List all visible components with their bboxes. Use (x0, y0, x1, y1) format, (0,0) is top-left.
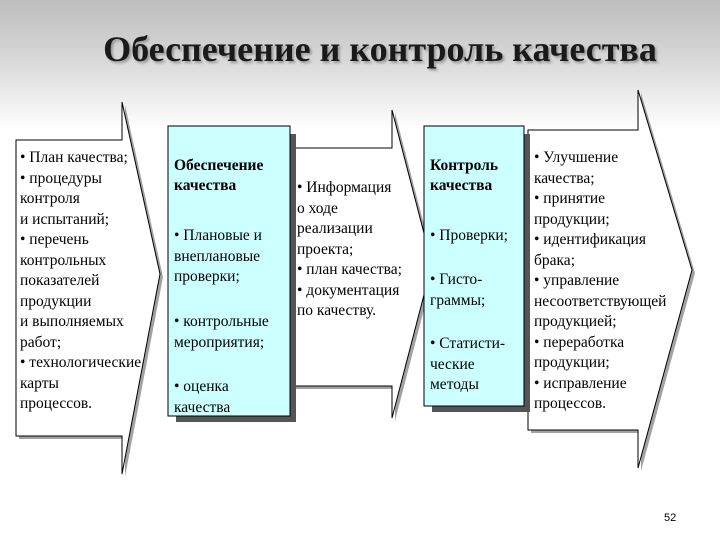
control-item-line: • Проверки; (430, 227, 508, 244)
information-line: о ходе (297, 199, 338, 217)
output-line: • исправление (534, 374, 627, 392)
output-line: • Улучшение (534, 149, 619, 166)
information-line: • Информация (297, 179, 392, 196)
outputs-list (534, 148, 666, 415)
output-line: процессов. (534, 395, 607, 412)
information-line: • план качества; (297, 261, 402, 278)
input-line: контроля (20, 190, 80, 207)
control-item (430, 226, 508, 247)
output-line: • переработка (534, 333, 625, 351)
output-line: продукцией; (534, 313, 617, 330)
control-item-line: граммы; (430, 291, 486, 309)
assurance-item-line: • оценка (174, 378, 229, 395)
information-line: реализации (297, 220, 373, 237)
input-line: работ; (20, 333, 62, 351)
control-heading-line: Контроль (430, 157, 499, 174)
output-line: продукции; (534, 354, 610, 371)
control-heading (430, 156, 498, 196)
assurance-heading (174, 156, 263, 196)
information-line: • документация (297, 281, 400, 299)
assurance-heading-line: Обеспечение (174, 157, 264, 174)
input-line: контрольных (20, 251, 107, 269)
input-line: и испытаний; (20, 210, 110, 228)
control-item-line: ческие (430, 355, 475, 373)
input-line: и выполняемых (20, 313, 124, 330)
input-line: процессов. (20, 395, 93, 412)
input-line: • технологические (20, 354, 142, 371)
assurance-heading-line: качества (174, 177, 237, 194)
input-line: продукции (20, 292, 92, 310)
assurance-item (174, 226, 262, 288)
assurance-item-line: мероприятия; (174, 333, 265, 351)
assurance-item (174, 312, 269, 353)
information-list (297, 178, 402, 322)
input-line: карты (20, 374, 59, 392)
assurance-item (174, 377, 230, 418)
page-number: 52 (664, 512, 677, 524)
output-line: качества; (534, 169, 595, 187)
assurance-item-line: качества (174, 398, 231, 416)
input-line: • перечень (20, 231, 89, 248)
slide-title: Обеспечение и контроль качества (103, 29, 657, 69)
control-item (430, 334, 505, 396)
input-line: • процедуры (20, 169, 102, 187)
output-line: несоответствующей (534, 292, 667, 310)
control-item-line: методы (430, 376, 479, 393)
information-line: проекта; (297, 240, 354, 258)
assurance-item-line: • контрольные (174, 313, 269, 330)
control-item-line: • Гисто- (430, 271, 483, 288)
inputs-list (20, 148, 141, 415)
control-heading-line: качества (430, 177, 493, 194)
output-line: • управление (534, 272, 620, 289)
output-line: продукции; (534, 210, 610, 228)
output-line: брака; (534, 251, 575, 269)
input-line: • План качества; (20, 149, 128, 166)
assurance-item-line: • Плановые и (174, 227, 262, 244)
input-line: показателей (20, 272, 100, 289)
assurance-item-line: проверки; (174, 268, 240, 285)
control-item (430, 270, 485, 311)
information-line: по качеству. (297, 302, 377, 319)
assurance-item-line: внеплановые (174, 247, 261, 265)
output-line: • принятие (534, 190, 606, 207)
control-item-line: • Статисти- (430, 335, 506, 352)
output-line: • идентификация (534, 231, 646, 248)
